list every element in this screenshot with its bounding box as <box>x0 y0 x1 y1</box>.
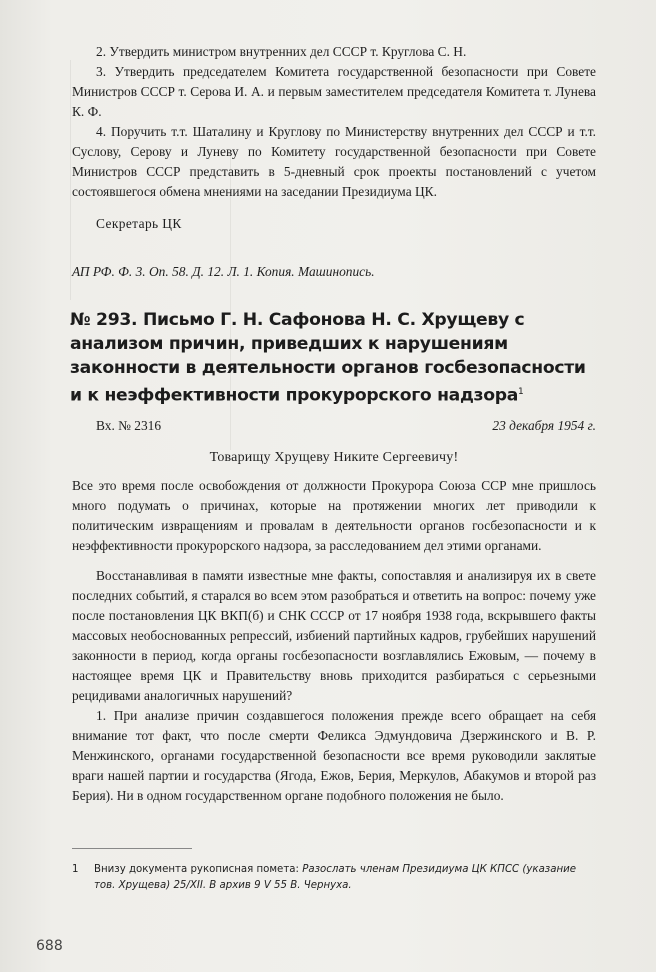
footnote-mark: 1 <box>72 864 79 875</box>
show-through-decoration <box>20 60 71 300</box>
title-footnote-mark: 1 <box>518 387 524 397</box>
document-title-text: № 293. Письмо Г. Н. Сафонова Н. С. Хрущеву с анализом причин, приведших к нарушениям законности в деятельности органов госбезопасности и к неэффективности прокурорского надзора <box>70 310 586 406</box>
page-number: 688 <box>36 938 63 954</box>
body-paragraph: Все это время после освобождения от должности Прокурора Союза ССР мне пришлось много подумать о причинах, которые на протяжении многих лет приводили к политическим извращениям и провалам в деятельности органов госбезопасности и к неэффективности прокурорского надзора, за расследованием дел этими органами. <box>72 478 596 553</box>
body-paragraph: 1. При анализе причин создавшегося положения прежде всего обращает на себя внимание тот факт, что после смерти Феликса Эдмундовича Дзержинского и В. Р. Менжинского, органами государственной безопасности все время руководили заклятые враги нашей партии и государства (Ягода, Ежов, Берия, Меркулов, Абакумов и второй раз Берия). Ни в одном государственном органе подобного положения не было. <box>72 708 596 803</box>
footnote-lead: Внизу документа рукописная помета: <box>94 864 303 875</box>
salutation: Товарищу Хрущеву Никите Сергеевичу! <box>209 450 459 465</box>
paragraph-item-2: 2. Утвердить министром внутренних дел СССР т. Круглова С. Н. <box>96 44 467 59</box>
footnote-divider <box>72 848 192 849</box>
letter-body <box>72 476 596 806</box>
paragraph-item-3: 3. Утвердить председателем Комитета государственной безопасности при Совете Министров СССР т. Серова И. А. и первым заместителем председателя Комитета т. Лунева К. Ф. <box>72 64 596 119</box>
document-title <box>70 308 600 408</box>
footnote-italic: Разослать членам Президиума ЦК КПСС (указание тов. Хрущева) 25/XII. В архив 9 V 55 В. Чернуха. <box>94 864 577 891</box>
document-date: 23 декабря 1954 г. <box>492 418 596 433</box>
footnote <box>72 862 596 894</box>
top-text-block <box>72 42 596 202</box>
body-paragraph: Восстанавливая в памяти известные мне факты, сопоставляя и анализируя их в свете последних событий, я старался во всем этом разобраться и ответить на вопрос: почему уже после постановления ЦК ВКП(б) и СНК СССР от 17 ноября 1938 года, вскрывшего факты массовых необоснованных репрессий, избиений партийных кадров, грубейших нарушений законности в период, когда органы госбезопасности возглавлялись Ежовым, — почему в настоящее время ЦК и Правительству вновь приходится разбираться с серьезными рецидивами аналогичных нарушений? <box>72 568 596 703</box>
paragraph-item-4: 4. Поручить т.т. Шаталину и Круглову по Министерству внутренних дел СССР и т.т. Суслову, Серову и Луневу по Комитету государственной безопасности при Совете Министров СССР представить в 5-дневный срок проекты постановлений с учетом состоявшегося обмена мнениями на заседании Президиума ЦК. <box>72 124 596 199</box>
signature: Секретарь ЦК <box>96 216 182 231</box>
incoming-number: Вх. № 2316 <box>96 418 162 433</box>
archive-reference: АП РФ. Ф. 3. Оп. 58. Д. 12. Л. 1. Копия. Машинопись. <box>72 264 375 279</box>
